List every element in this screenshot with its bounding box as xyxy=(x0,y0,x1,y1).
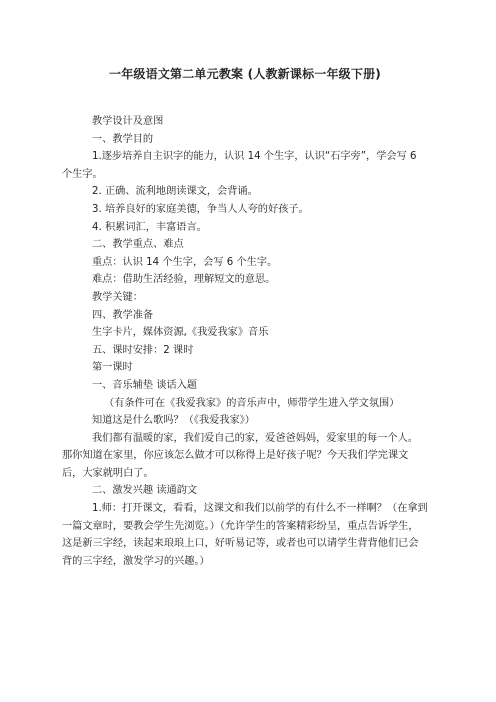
paragraph: 3. 培养良好的家庭美德，争当人人夸的好孩子。 xyxy=(92,203,309,215)
paragraph: 重点：认识 14 个生字，会写 6 个生字。 xyxy=(92,256,278,268)
paragraph: 第一课时 xyxy=(92,362,133,374)
paragraph: 五、课时安排：2 课时 xyxy=(92,344,194,356)
paragraph: 生字卡片，媒体资源,《我爱我家》音乐 xyxy=(92,327,269,339)
paragraph: 1.逐步培养自主识字的能力，认识 14 个生字，认识“石字旁”，学会写 6 个生字。 xyxy=(62,151,417,180)
paragraph: （有条件可在《我爱我家》的音乐声中，师带学生进入学文氛围） xyxy=(104,397,400,409)
paragraph: 一、音乐辅垫 谈话入题 xyxy=(92,379,198,391)
paragraph: 二、教学重点、难点 xyxy=(92,239,184,251)
paragraph: 2. 正确、流利地朗读课文，会背诵。 xyxy=(92,186,258,198)
paragraph: 难点：借助生活经验，理解短文的意思。 xyxy=(92,274,276,286)
paragraph: 四、教学准备 xyxy=(92,309,154,321)
paragraph: 我们都有温暖的家，我们爱自己的家，爱爸爸妈妈，爱家里的每一个人。那你知道在家里，你应该怎么做才可以称得上是好孩子呢？今天我们学完课文后，大家就明白了。 xyxy=(62,432,418,479)
paragraph: 教学关键： xyxy=(92,291,143,303)
paragraph: 二、激发兴趣 读通韵文 xyxy=(92,485,198,497)
document-body xyxy=(62,113,428,570)
document-title: 一年级语文第二单元教案 (人教新课标一年级下册) xyxy=(109,67,381,81)
paragraph: 教学设计及意图 xyxy=(92,116,164,127)
paragraph: 知道这是什么歌吗？（《我爱我家》） xyxy=(92,415,255,427)
paragraph: 一、教学目的 xyxy=(92,133,154,145)
paragraph: 1.师：打开课文，看看，这课文和我们以前学的有什么不一样啊？（在拿到一篇文章时，要教会学生先浏览。）（允许学生的答案精彩纷呈，重点告诉学生，这是新三字经，读起来琅琅上口，好听易记等，或者也可以请学生背背他们已会背的三字经，激发学习的兴趣。） xyxy=(62,503,428,567)
paragraph: 4. 积累词汇，丰富语言。 xyxy=(92,221,207,233)
